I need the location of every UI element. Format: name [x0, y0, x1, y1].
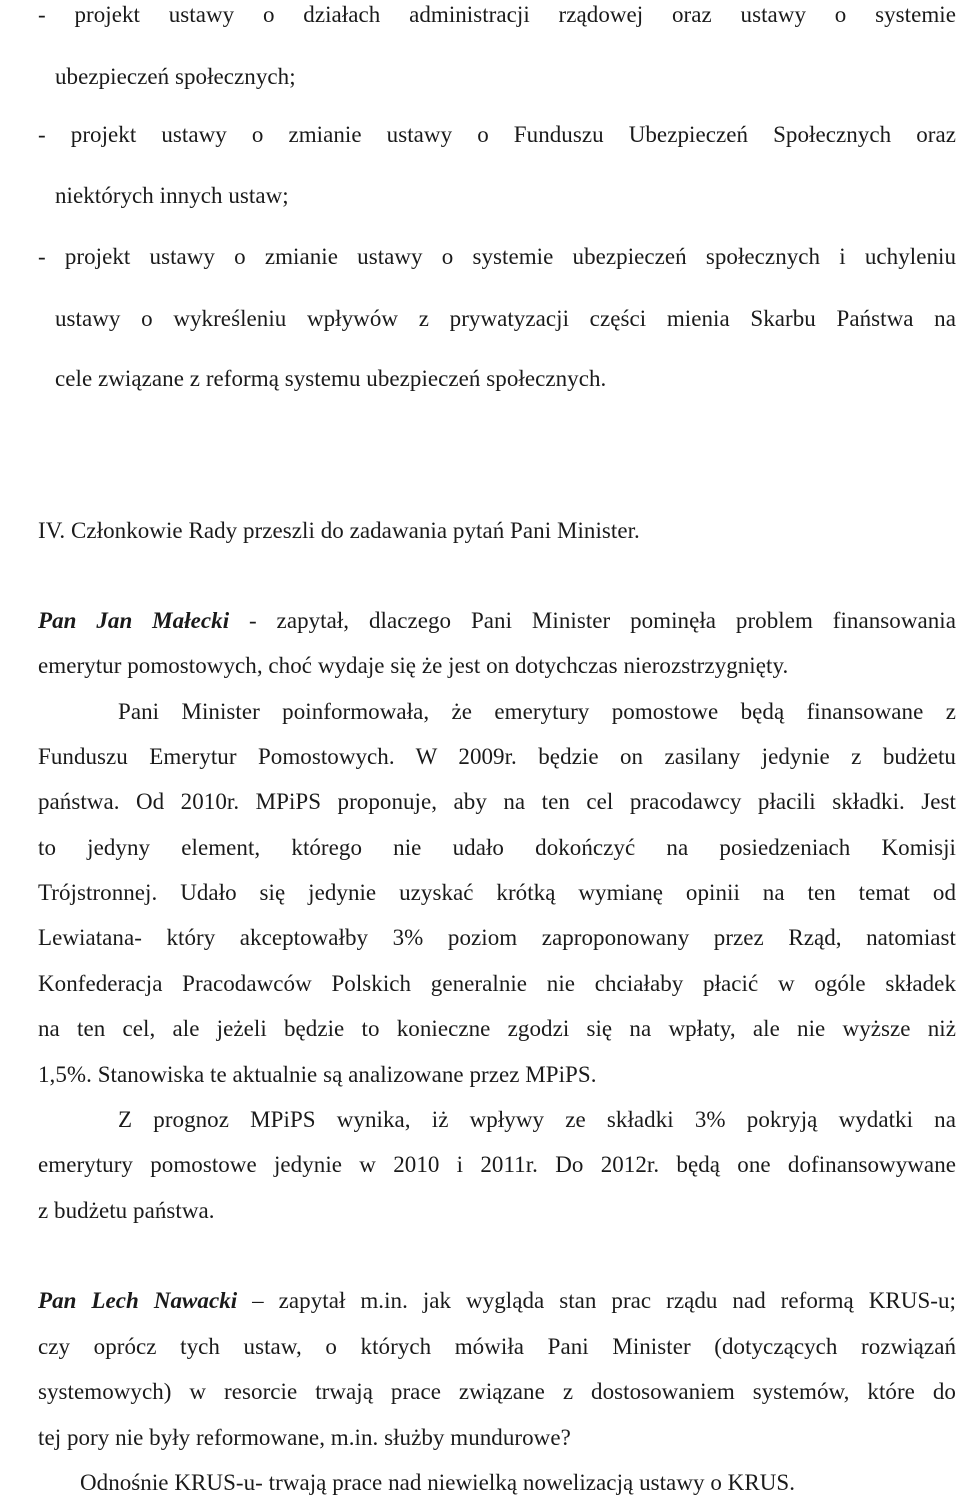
bill-item-3-line-3: cele związane z reformą systemu ubezpieczeń społecznych.	[55, 366, 607, 391]
bill-item-1-line-1: - projekt ustawy o działach administracji rządowej oraz ustawy o systemie	[38, 2, 956, 27]
answer-1-line-8: na ten cel, ale jeżeli będzie to konieczne zgodzi się na wpłaty, ale nie wyższe niż	[38, 1016, 956, 1041]
speaker-name-jan-malecki: Pan Jan Małecki	[38, 608, 230, 633]
question-2-text: – zapytał m.in. jak wygląda stan prac rządu nad reformą KRUS-u;	[237, 1288, 957, 1313]
answer-2-line-2: emerytury pomostowe jedynie w 2010 i 2011r. Do 2012r. będą one dofinansowywane	[38, 1152, 956, 1177]
answer-1-line-2: Funduszu Emerytur Pomostowych. W 2009r. będzie on zasilany jedynie z budżetu	[38, 744, 956, 769]
question-2-line-2: czy oprócz tych ustaw, o których mówiła Pani Minister (dotyczących rozwiązań	[38, 1334, 956, 1359]
answer-1-line-7: Konfederacja Pracodawców Polskich generalnie nie chciałaby płacić w ogóle składek	[38, 971, 956, 996]
answer-1-line-6: Lewiatana- który akceptowałby 3% poziom zaproponowany przez Rząd, natomiast	[38, 925, 956, 950]
answer-1-line-3: państwa. Od 2010r. MPiPS proponuje, aby na ten cel pracodawcy płacili składki. Jest	[38, 789, 956, 814]
answer-1-line-9: 1,5%. Stanowiska te aktualnie są analizowane przez MPiPS.	[38, 1062, 597, 1087]
answer-1-line-4: to jedyny element, którego nie udało dokończyć na posiedzeniach Komisji	[38, 835, 956, 860]
bill-item-2-line-1: - projekt ustawy o zmianie ustawy o Funduszu Ubezpieczeń Społecznych oraz	[38, 122, 956, 147]
answer-1-line-5: Trójstronnej. Udało się jedynie uzyskać krótką wymianę opinii na ten temat od	[38, 880, 956, 905]
bill-item-1-line-2: ubezpieczeń społecznych;	[55, 64, 296, 89]
section-iv-heading: IV. Członkowie Rady przeszli do zadawania pytań Pani Minister.	[38, 518, 640, 543]
question-2-line-4: tej pory nie były reformowane, m.in. służby mundurowe?	[38, 1425, 571, 1450]
bill-item-3-line-1: - projekt ustawy o zmianie ustawy o systemie ubezpieczeń społecznych i uchyleniu	[38, 244, 956, 269]
bill-item-3-line-2: ustawy o wykreśleniu wpływów z prywatyzacji części mienia Skarbu Państwa na	[55, 306, 956, 331]
speaker-name-lech-nawacki: Pan Lech Nawacki	[38, 1288, 238, 1313]
answer-3-line-1: Odnośnie KRUS-u- trwają prace nad niewielką nowelizacją ustawy o KRUS.	[80, 1470, 796, 1495]
bill-item-2-line-2: niektórych innych ustaw;	[55, 183, 289, 208]
answer-2-line-3: z budżetu państwa.	[38, 1198, 215, 1223]
question-1-text: - zapytał, dlaczego Pani Minister pominęła problem finansowania	[229, 608, 956, 633]
question-1-line-1	[38, 606, 956, 636]
question-1-line-2: emerytur pomostowych, choć wydaje się że jest on dotychczas nierozstrzygnięty.	[38, 653, 789, 678]
question-2-line-3: systemowych) w resorcie trwają prace związane z dostosowaniem systemów, które do	[38, 1379, 956, 1404]
answer-2-line-1: Z prognoz MPiPS wynika, iż wpływy ze składki 3% pokryją wydatki na	[118, 1107, 956, 1132]
answer-1-line-1: Pani Minister poinformowała, że emerytury pomostowe będą finansowane z	[118, 699, 956, 724]
question-2-line-1	[38, 1286, 956, 1316]
